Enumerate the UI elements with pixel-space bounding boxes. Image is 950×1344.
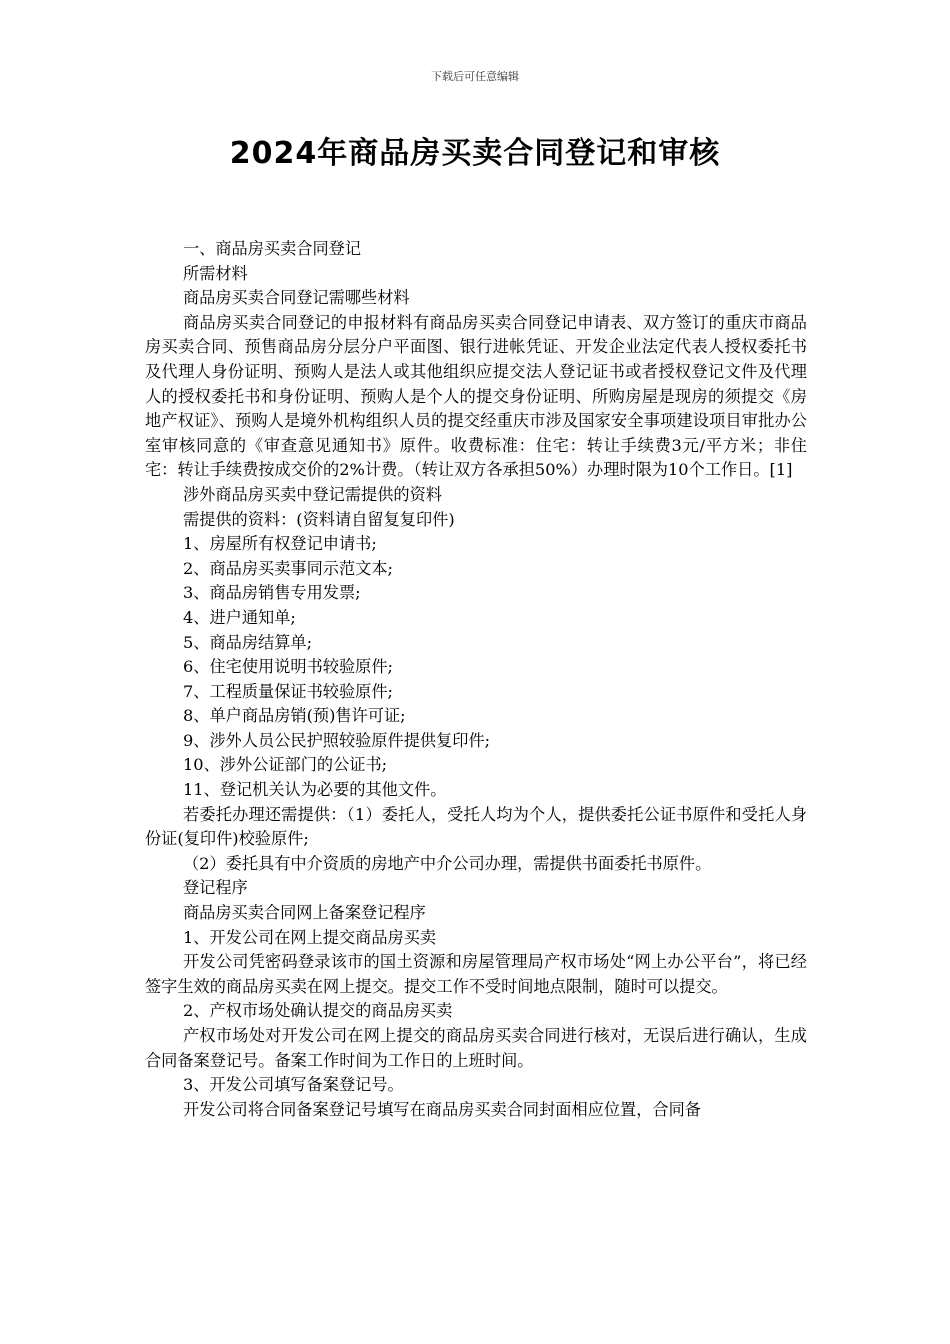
- section-heading: 一、商品房买卖合同登记: [183, 239, 362, 258]
- step-heading: 1、开发公司在网上提交商品房买卖: [183, 927, 437, 947]
- body-paragraph: （2）委托具有中介资质的房地产中介公司办理，需提供书面委托书原件。: [183, 853, 712, 873]
- list-item: 3、商品房销售专用发票;: [183, 583, 361, 603]
- list-item: 5、商品房结算单;: [183, 632, 313, 652]
- document-body: [145, 237, 807, 1122]
- subheading: 登记程序: [183, 878, 248, 898]
- page-header: 下载后可任意编辑: [431, 70, 519, 83]
- subheading: 涉外商品房买卖中登记需提供的资料: [183, 484, 442, 504]
- body-paragraph: 需提供的资料：(资料请自留复复印件): [183, 509, 455, 529]
- list-item: 6、住宅使用说明书较验原件;: [183, 657, 394, 677]
- list-item: 1、房屋所有权登记申请书;: [183, 534, 377, 554]
- list-item: 10、涉外公证部门的公证书;: [183, 755, 388, 775]
- body-paragraph: 产权市场处对开发公司在网上提交的商品房买卖合同进行核对，无误后进行确认，生成合同备案登记号。备案工作时间为工作日的上班时间。: [145, 1026, 807, 1070]
- subheading: 商品房买卖合同登记需哪些材料: [183, 288, 410, 308]
- subheading: 所需材料: [183, 263, 248, 283]
- document-title: 2024年商品房买卖合同登记和审核: [229, 136, 721, 171]
- subheading: 商品房买卖合同网上备案登记程序: [183, 903, 426, 923]
- list-item: 4、进户通知单;: [183, 607, 296, 627]
- body-paragraph: 若委托办理还需提供：（1）委托人，受托人均为个人，提供委托公证书原件和受托人身份证(复印件)校验原件;: [145, 804, 807, 849]
- body-paragraph: 开发公司凭密码登录该市的国土资源和房屋管理局产权市场处“网上办公平台”，将已经签字生效的商品房买卖在网上提交。提交工作不受时间地点限制，随时可以提交。: [145, 952, 807, 996]
- step-heading: 3、开发公司填写备案登记号。: [183, 1075, 404, 1095]
- list-item: 9、涉外人员公民护照较验原件提供复印件;: [183, 730, 491, 750]
- body-paragraph: 商品房买卖合同登记的申报材料有商品房买卖合同登记申请表、双方签订的重庆市商品房买卖合同、预售商品房分层分户平面图、银行进帐凭证、开发企业法定代表人授权委托书及代理人身份证明、预购人是法人或其他组织应提交法人登记证书或者授权登记文件及代理人的授权委托书和身份证明、预购人是个人的提交身份证明、所购房屋是现房的须提交《房地产权证》、预购人是境外机构组织人员的提交经重庆市涉及国家安全事项建设项目审批办公室审核同意的《审查意见通知书》原件。收费标准：住宅：转让手续费3元/平方米；非住宅：转让手续费按成交价的2%计费。（转让双方各承担50%）办理时限为10个工作日。[1]: [145, 312, 807, 480]
- list-item: 7、工程质量保证书较验原件;: [183, 681, 394, 701]
- list-item: 2、商品房买卖事同示范文本;: [183, 558, 394, 578]
- list-item: 8、单户商品房销(预)售许可证;: [183, 706, 406, 726]
- step-heading: 2、产权市场处确认提交的商品房买卖: [183, 1001, 453, 1021]
- body-paragraph: 开发公司将合同备案登记号填写在商品房买卖合同封面相应位置，合同备: [183, 1099, 701, 1119]
- list-item: 11、登记机关认为必要的其他文件。: [183, 780, 447, 800]
